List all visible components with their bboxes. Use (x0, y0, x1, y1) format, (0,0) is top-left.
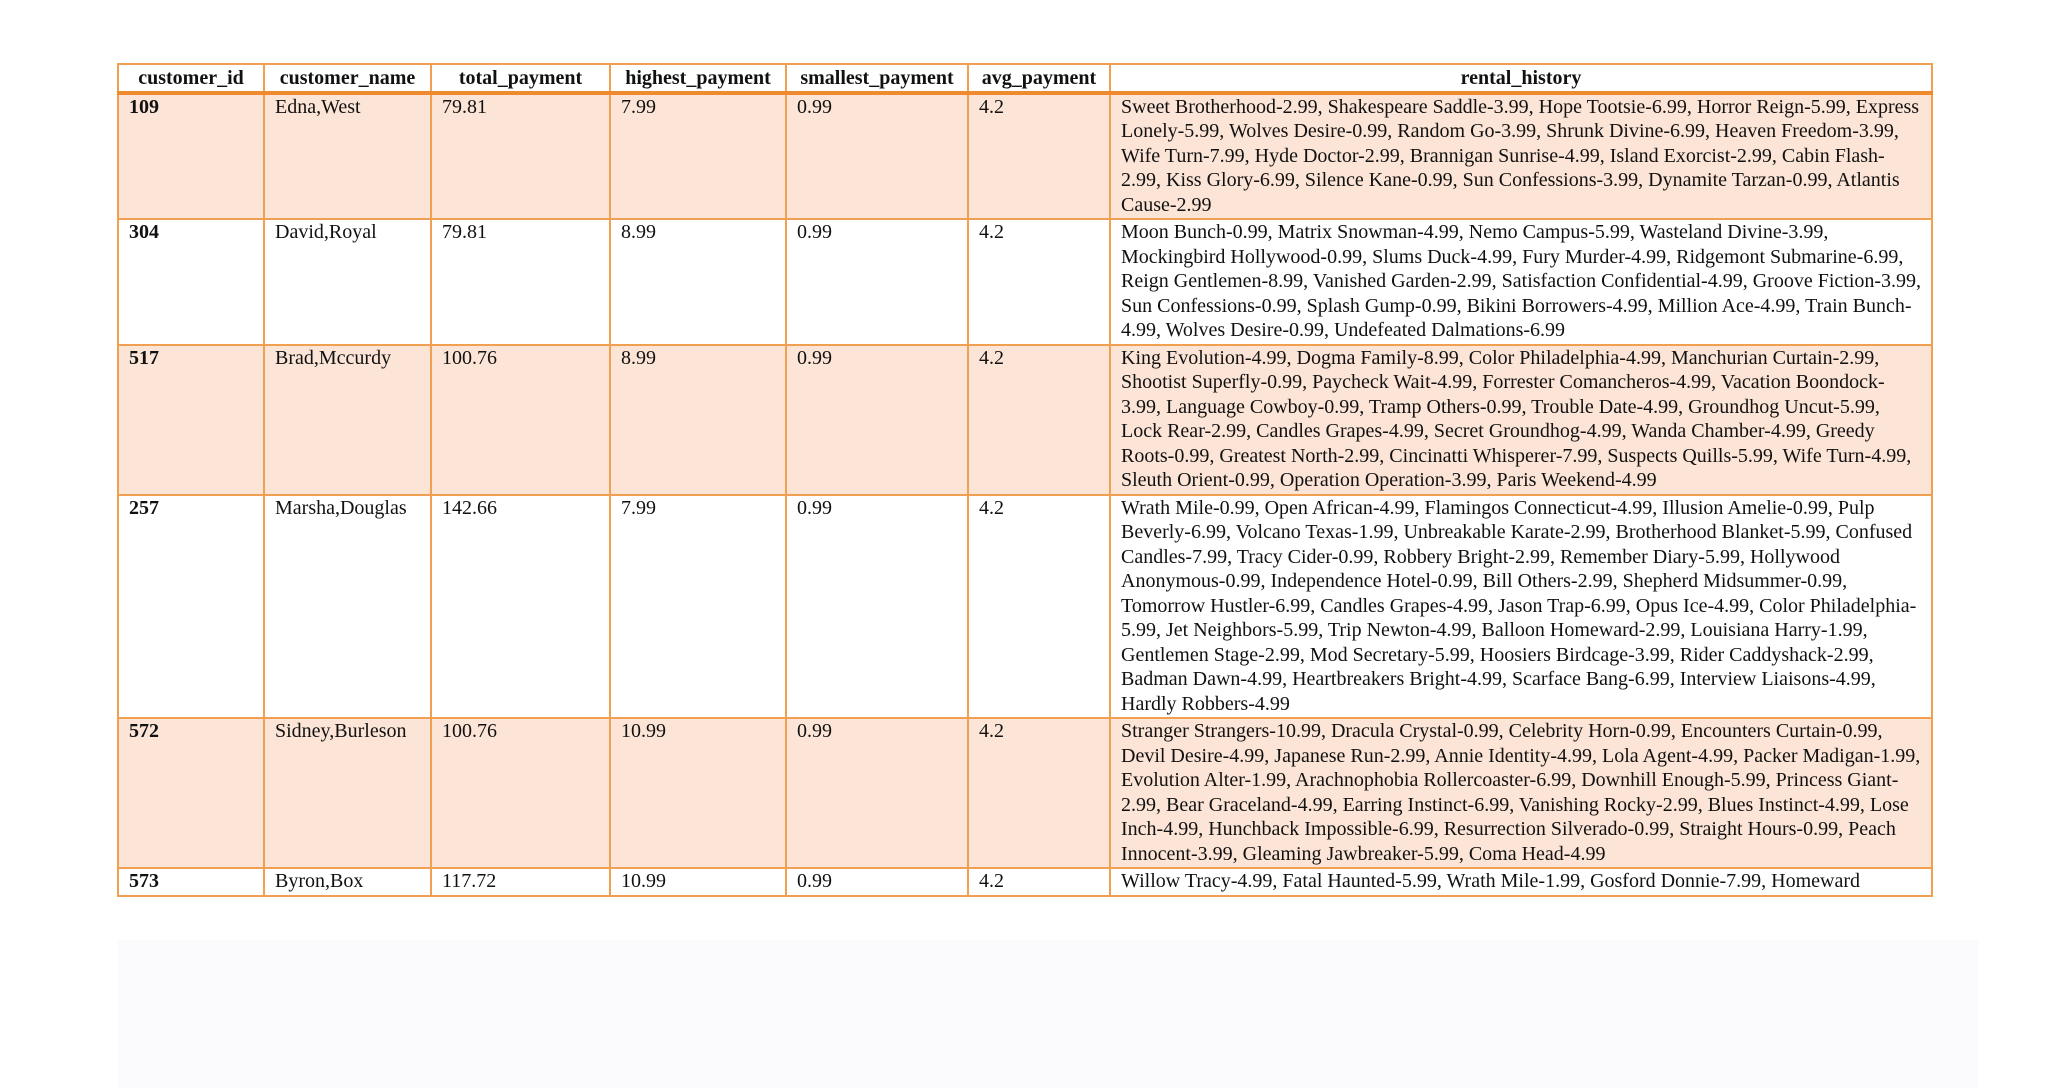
customer-id-cell: 517 (118, 345, 264, 495)
table-row (118, 495, 1932, 719)
highest-payment-cell: 8.99 (610, 345, 786, 495)
customer-name-cell: Byron,Box (264, 868, 431, 896)
header-avg-payment: avg_payment (968, 64, 1110, 93)
rental-history-cell: Willow Tracy-4.99, Fatal Haunted-5.99, Wrath Mile-1.99, Gosford Donnie-7.99, Homeward (1110, 868, 1932, 896)
rental-history-cell: Moon Bunch-0.99, Matrix Snowman-4.99, Nemo Campus-5.99, Wasteland Divine-3.99, Mockingbird Hollywood-0.99, Slums Duck-4.99, Fury Murder-4.99, Ridgemont Submarine-6.99, Reign Gentlemen-8.99, Vanished Garden-2.99, Satisfaction Confidential-4.99, Groove Fiction-3.99, Sun Confessions-0.99, Splash Gump-0.99, Bikini Borrowers-4.99, Million Ace-4.99, Train Bunch-4.99, Wolves Desire-0.99, Undefeated Dalmations-6.99 (1110, 219, 1932, 345)
avg-payment-cell: 4.2 (968, 93, 1110, 220)
header-rental-history: rental_history (1110, 64, 1932, 93)
table-row (118, 345, 1932, 495)
highest-payment-cell: 7.99 (610, 495, 786, 719)
customer-name-cell: David,Royal (264, 219, 431, 345)
table-row (118, 868, 1932, 896)
total-payment-cell: 79.81 (431, 93, 610, 220)
total-payment-cell: 79.81 (431, 219, 610, 345)
total-payment-cell: 100.76 (431, 345, 610, 495)
smallest-payment-cell: 0.99 (786, 219, 968, 345)
rental-history-cell: Sweet Brotherhood-2.99, Shakespeare Saddle-3.99, Hope Tootsie-6.99, Horror Reign-5.99, Express Lonely-5.99, Wolves Desire-0.99, Random Go-3.99, Shrunk Divine-6.99, Heaven Freedom-3.99, Wife Turn-7.99, Hyde Doctor-2.99, Brannigan Sunrise-4.99, Island Exorcist-2.99, Cabin Flash-2.99, Kiss Glory-6.99, Silence Kane-0.99, Sun Confessions-3.99, Dynamite Tarzan-0.99, Atlantis Cause-2.99 (1110, 93, 1932, 220)
table-row (118, 93, 1932, 220)
rental-history-cell: Stranger Strangers-10.99, Dracula Crystal-0.99, Celebrity Horn-0.99, Encounters Curtain-0.99, Devil Desire-4.99, Japanese Run-2.99, Annie Identity-4.99, Lola Agent-4.99, Packer Madigan-1.99, Evolution Alter-1.99, Arachnophobia Rollercoaster-6.99, Downhill Enough-5.99, Princess Giant-2.99, Bear Graceland-4.99, Earring Instinct-6.99, Vanishing Rocky-2.99, Blues Instinct-4.99, Lose Inch-4.99, Hunchback Impossible-6.99, Resurrection Silverado-0.99, Straight Hours-0.99, Peach Innocent-3.99, Gleaming Jawbreaker-5.99, Coma Head-4.99 (1110, 718, 1932, 868)
total-payment-cell: 117.72 (431, 868, 610, 896)
smallest-payment-cell: 0.99 (786, 868, 968, 896)
table-row (118, 219, 1932, 345)
header-total-payment: total_payment (431, 64, 610, 93)
customer-name-cell: Brad,Mccurdy (264, 345, 431, 495)
customer-name-cell: Sidney,Burleson (264, 718, 431, 868)
smallest-payment-cell: 0.99 (786, 718, 968, 868)
highest-payment-cell: 10.99 (610, 718, 786, 868)
customer-payment-table-wrapper (117, 63, 1931, 897)
rental-history-cell: King Evolution-4.99, Dogma Family-8.99, Color Philadelphia-4.99, Manchurian Curtain-2.99, Shootist Superfly-0.99, Paycheck Wait-4.99, Forrester Comancheros-4.99, Vacation Boondock-3.99, Language Cowboy-0.99, Tramp Others-0.99, Trouble Date-4.99, Groundhog Uncut-5.99, Lock Rear-2.99, Candles Grapes-4.99, Secret Groundhog-4.99, Wanda Chamber-4.99, Greedy Roots-0.99, Greatest North-2.99, Cincinatti Whisperer-7.99, Suspects Quills-5.99, Wife Turn-4.99, Sleuth Orient-0.99, Operation Operation-3.99, Paris Weekend-4.99 (1110, 345, 1932, 495)
smallest-payment-cell: 0.99 (786, 495, 968, 719)
page-bottom-shade (118, 940, 1978, 1088)
highest-payment-cell: 7.99 (610, 93, 786, 220)
customer-id-cell: 109 (118, 93, 264, 220)
avg-payment-cell: 4.2 (968, 495, 1110, 719)
avg-payment-cell: 4.2 (968, 868, 1110, 896)
customer-id-cell: 304 (118, 219, 264, 345)
highest-payment-cell: 10.99 (610, 868, 786, 896)
table-header-row (118, 64, 1932, 93)
customer-id-cell: 573 (118, 868, 264, 896)
customer-name-cell: Marsha,Douglas (264, 495, 431, 719)
avg-payment-cell: 4.2 (968, 345, 1110, 495)
table-row (118, 718, 1932, 868)
header-smallest-payment: smallest_payment (786, 64, 968, 93)
customer-id-cell: 257 (118, 495, 264, 719)
total-payment-cell: 100.76 (431, 718, 610, 868)
smallest-payment-cell: 0.99 (786, 345, 968, 495)
customer-name-cell: Edna,West (264, 93, 431, 220)
highest-payment-cell: 8.99 (610, 219, 786, 345)
smallest-payment-cell: 0.99 (786, 93, 968, 220)
header-highest-payment: highest_payment (610, 64, 786, 93)
total-payment-cell: 142.66 (431, 495, 610, 719)
rental-history-cell: Wrath Mile-0.99, Open African-4.99, Flamingos Connecticut-4.99, Illusion Amelie-0.99, Pulp Beverly-6.99, Volcano Texas-1.99, Unbreakable Karate-2.99, Brotherhood Blanket-5.99, Confused Candles-7.99, Tracy Cider-0.99, Robbery Bright-2.99, Remember Diary-5.99, Hollywood Anonymous-0.99, Independence Hotel-0.99, Bill Others-2.99, Shepherd Midsummer-0.99, Tomorrow Hustler-6.99, Candles Grapes-4.99, Jason Trap-6.99, Opus Ice-4.99, Color Philadelphia-5.99, Jet Neighbors-5.99, Trip Newton-4.99, Balloon Homeward-2.99, Louisiana Harry-1.99, Gentlemen Stage-2.99, Mod Secretary-5.99, Hoosiers Birdcage-3.99, Rider Caddyshack-2.99, Badman Dawn-4.99, Heartbreakers Bright-4.99, Scarface Bang-6.99, Interview Liaisons-4.99, Hardly Robbers-4.99 (1110, 495, 1932, 719)
avg-payment-cell: 4.2 (968, 718, 1110, 868)
header-customer-name: customer_name (264, 64, 431, 93)
customer-id-cell: 572 (118, 718, 264, 868)
customer-payment-table (117, 63, 1933, 897)
header-customer-id: customer_id (118, 64, 264, 93)
avg-payment-cell: 4.2 (968, 219, 1110, 345)
